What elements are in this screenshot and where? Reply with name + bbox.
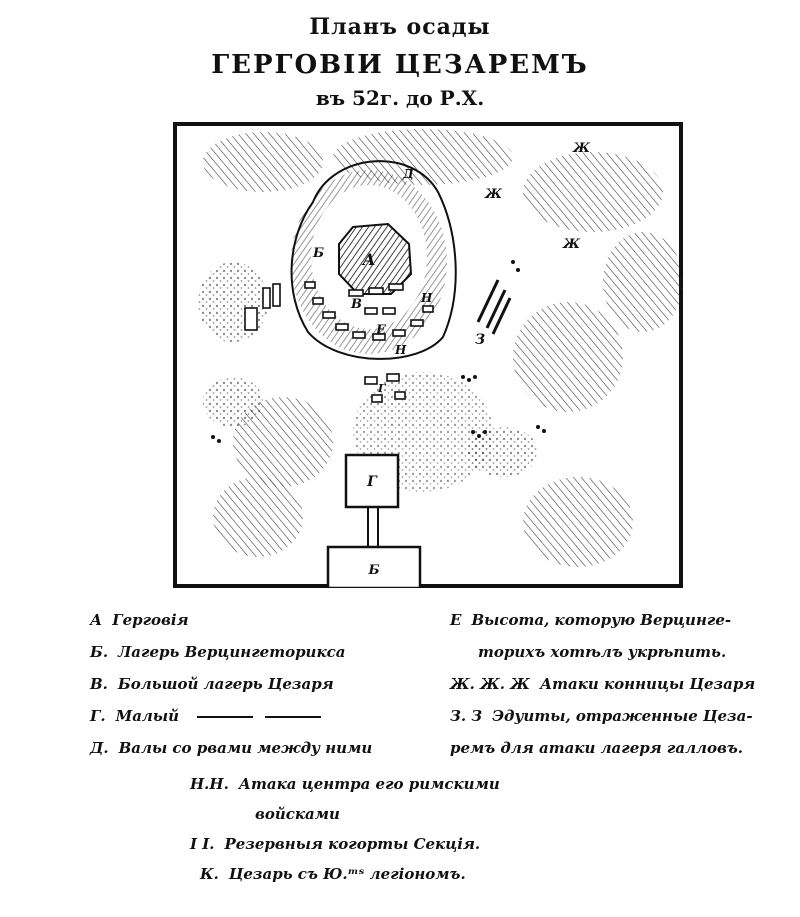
map-label-zh2: Ж <box>485 187 503 202</box>
legend-key-k: К. <box>200 865 219 883</box>
map-label-zh3: Ж <box>563 237 581 252</box>
legend-item-n2 <box>255 805 340 823</box>
legend-text-i: Резервныя когорты Секція. <box>224 835 481 853</box>
legend-text-e2: торихъ хотѣлъ укрѣпить. <box>478 643 727 661</box>
legend-text-v: Большой лагерь Цезаря <box>117 675 334 693</box>
legend-text-e: Высота, которую Верцинге- <box>471 611 732 629</box>
map-label-zh1: Ж <box>573 141 591 156</box>
legend-item-zh <box>450 675 755 693</box>
legend-item-z2 <box>450 739 743 757</box>
map-label-e: Е <box>376 323 386 338</box>
map-label-g-small: Г <box>378 382 386 395</box>
legend-item-n <box>190 775 500 793</box>
legend-text-d: Валы со рвами между ними <box>118 739 373 757</box>
legend-item-e2 <box>478 643 726 661</box>
legend-text-g: Малый <box>115 707 180 725</box>
legend-key-zh: Ж. Ж. Ж <box>450 675 530 693</box>
legend-item-g <box>90 707 327 725</box>
legend-key-i: І І. <box>190 835 215 853</box>
title-line-2: ГЕРГОВІИ ЦЕЗАРЕМЪ <box>211 50 589 80</box>
legend-text-z2: ремъ для атаки лагеря галловъ. <box>450 739 744 757</box>
map-label-n1: Н <box>421 291 433 305</box>
map-label-n2: Н <box>395 343 407 357</box>
legend-item-d <box>90 739 372 757</box>
legend-item-b <box>90 643 345 661</box>
map-label-b-bottom: Б <box>368 563 380 578</box>
legend-text-zh: Атаки конницы Цезаря <box>539 675 756 693</box>
legend-key-g: Г. <box>90 707 106 725</box>
legend-dash-2 <box>265 716 321 718</box>
legend-dash-1 <box>197 716 253 718</box>
siege-map <box>173 122 683 588</box>
map-label-b: Б <box>313 246 325 261</box>
legend-item-i <box>190 835 480 853</box>
title-line-1: Планъ осады <box>309 14 491 40</box>
legend-item-v <box>90 675 334 693</box>
legend-key-a: А <box>90 611 103 629</box>
title-line-3: въ 52г. до Р.Х. <box>315 86 485 110</box>
legend-text-b: Лагерь Верцингеторикса <box>118 643 346 661</box>
legend-text-k: Цезарь съ Ю.ᵐˢ легіономъ. <box>228 865 466 883</box>
legend-text-z: Эдуиты, отраженные Цеза- <box>492 707 753 725</box>
legend-key-d: Д. <box>90 739 109 757</box>
legend-item-a <box>90 611 189 629</box>
legend-key-n: Н.Н. <box>190 775 229 793</box>
legend-text-a: Герговія <box>112 611 189 629</box>
legend-item-e <box>450 611 731 629</box>
legend-text-n: Атака центра его римскими <box>238 775 500 793</box>
legend-item-k <box>200 865 466 883</box>
map-label-z: З <box>475 332 486 348</box>
map-label-d: Д <box>403 167 414 181</box>
legend-key-b: Б. <box>90 643 109 661</box>
map-label-v: В <box>351 297 362 312</box>
legend-text-n2: войсками <box>255 805 340 823</box>
map-label-a: А <box>362 250 376 269</box>
legend-key-z: З. З <box>450 707 483 725</box>
legend-key-v: В. <box>90 675 108 693</box>
map-label-g: Г <box>367 474 377 490</box>
legend-item-z <box>450 707 753 725</box>
legend-key-e: Е <box>450 611 462 629</box>
